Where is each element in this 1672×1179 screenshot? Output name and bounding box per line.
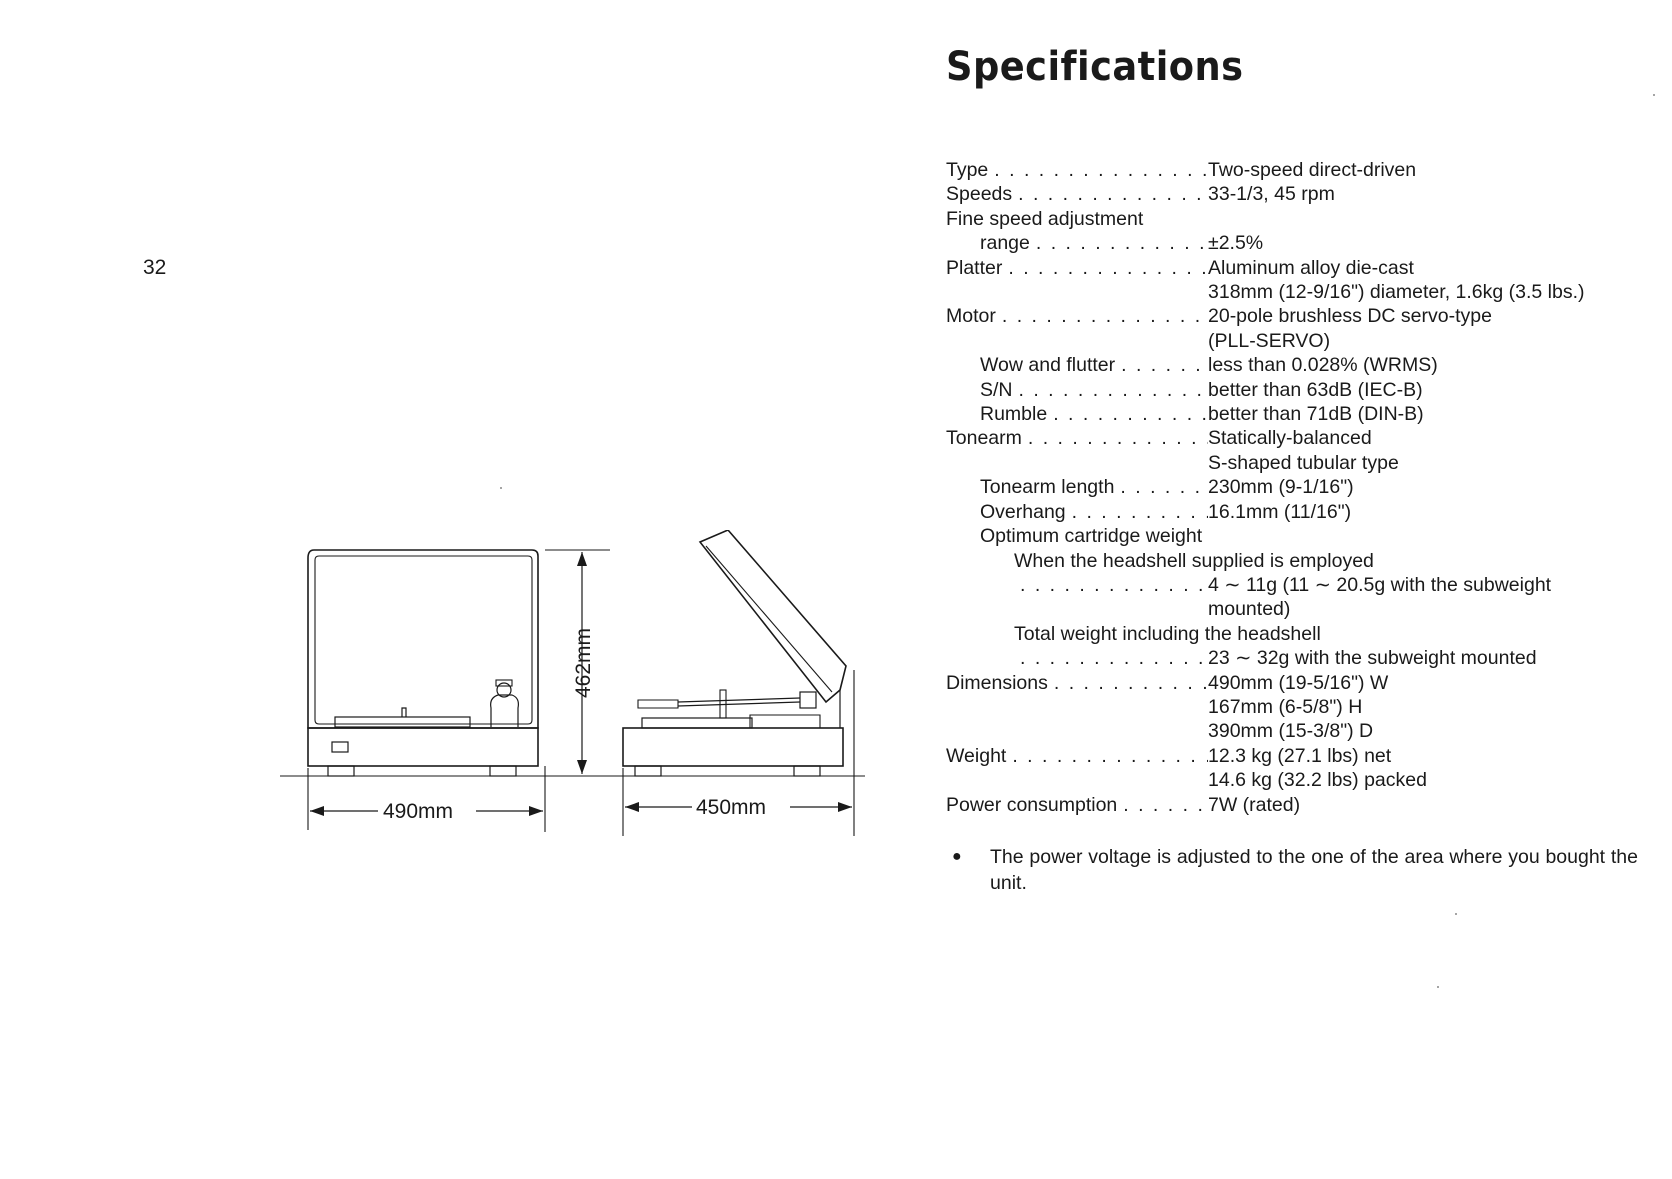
spec-label: Overhang bbox=[980, 500, 1066, 523]
spec-row bbox=[946, 573, 1646, 597]
front-foot-right bbox=[490, 766, 516, 776]
front-plinth bbox=[308, 728, 538, 766]
spec-label: S/N bbox=[980, 378, 1013, 401]
spec-value: S-shaped tubular type bbox=[1208, 451, 1399, 474]
spec-label-cell bbox=[946, 231, 1208, 255]
spec-row bbox=[946, 671, 1646, 695]
specifications-table bbox=[946, 158, 1646, 817]
spec-label-cell bbox=[946, 280, 1208, 304]
spec-label-cell bbox=[946, 573, 1208, 597]
spec-row bbox=[946, 646, 1646, 670]
leader-dots bbox=[988, 158, 1208, 182]
leader-dots bbox=[1014, 646, 1208, 670]
spec-label: range bbox=[980, 232, 1030, 255]
spec-value: 4 ∼ 11g (11 ∼ 20.5g with the subweight bbox=[1208, 573, 1552, 596]
spec-row bbox=[946, 719, 1646, 743]
front-spindle bbox=[402, 708, 406, 717]
leader-dots bbox=[1030, 231, 1208, 255]
spec-label-cell bbox=[946, 256, 1208, 280]
spec-row bbox=[946, 353, 1646, 377]
side-dust-cover-open bbox=[700, 530, 846, 702]
spec-label-cell bbox=[946, 719, 1208, 743]
spec-value: better than 63dB (IEC-B) bbox=[1208, 378, 1423, 401]
spec-row bbox=[946, 622, 1646, 646]
leader-dots bbox=[1002, 256, 1208, 280]
leader-dots bbox=[996, 304, 1208, 328]
spec-row bbox=[946, 402, 1646, 426]
spec-row bbox=[946, 549, 1646, 573]
spec-row bbox=[946, 207, 1646, 231]
spec-row bbox=[946, 695, 1646, 719]
spec-row bbox=[946, 182, 1646, 206]
spec-label-cell bbox=[946, 402, 1208, 426]
spec-label-cell bbox=[946, 426, 1208, 450]
spec-label: Optimum cartridge weight bbox=[980, 525, 1203, 548]
spec-label-cell bbox=[946, 304, 1208, 328]
bullet-icon: ● bbox=[952, 848, 962, 865]
spec-label-cell bbox=[946, 451, 1208, 475]
front-tonearm-base bbox=[491, 695, 519, 727]
spec-label: Weight bbox=[946, 744, 1007, 767]
spec-value: Statically-balanced bbox=[1208, 427, 1372, 450]
page-title: Specifications bbox=[946, 44, 1244, 90]
spec-row bbox=[946, 744, 1646, 768]
spec-row bbox=[946, 329, 1646, 353]
leader-dots bbox=[1006, 744, 1208, 768]
page-number: 32 bbox=[143, 256, 167, 279]
spec-row bbox=[946, 451, 1646, 475]
spec-row bbox=[946, 500, 1646, 524]
spec-label: Type bbox=[946, 159, 989, 181]
spec-row bbox=[946, 597, 1646, 621]
leader-dots bbox=[1066, 500, 1208, 524]
spec-value: 14.6 kg (32.2 lbs) packed bbox=[1208, 769, 1427, 792]
leader-dots bbox=[1012, 182, 1208, 206]
leader-dots bbox=[1114, 475, 1208, 499]
leader-dots bbox=[1014, 573, 1208, 597]
front-platter bbox=[335, 717, 470, 727]
spec-value: 16.1mm (11/16") bbox=[1208, 500, 1352, 523]
spec-label-cell bbox=[946, 158, 1208, 182]
spec-label-cell bbox=[946, 329, 1208, 353]
spec-row bbox=[946, 231, 1646, 255]
spec-label-cell bbox=[946, 793, 1208, 817]
spec-value: 7W (rated) bbox=[1208, 793, 1301, 816]
spec-label: Tonearm length bbox=[980, 476, 1115, 499]
spec-row bbox=[946, 378, 1646, 402]
spec-label: When the headshell supplied is employed bbox=[1014, 549, 1374, 572]
spec-label: Fine speed adjustment bbox=[946, 207, 1144, 230]
spec-label-cell bbox=[946, 671, 1208, 695]
spec-label: Rumble bbox=[980, 403, 1048, 426]
spec-label-cell bbox=[946, 646, 1208, 670]
spec-value: ±2.5% bbox=[1208, 232, 1264, 255]
leader-dots bbox=[1115, 353, 1208, 377]
spec-value: 33-1/3, 45 rpm bbox=[1208, 183, 1335, 206]
spec-label: Motor bbox=[946, 305, 996, 328]
spec-value: less than 0.028% (WRMS) bbox=[1208, 354, 1438, 377]
scan-speck bbox=[1455, 913, 1457, 915]
spec-value: 20-pole brushless DC servo-type bbox=[1208, 305, 1492, 328]
side-plinth bbox=[623, 728, 843, 766]
spec-value: 318mm (12-9/16") diameter, 1.6kg (3.5 lbs.) bbox=[1208, 281, 1585, 304]
width-dimension-label: 490mm bbox=[383, 800, 454, 823]
spec-row bbox=[946, 280, 1646, 304]
front-dust-cover bbox=[308, 550, 538, 728]
leader-dots bbox=[1013, 378, 1208, 402]
spec-value: 167mm (6-5/8") H bbox=[1208, 695, 1363, 718]
scan-speck bbox=[1437, 986, 1439, 988]
spec-label-cell bbox=[946, 597, 1208, 621]
spec-label-cell bbox=[946, 378, 1208, 402]
leader-dots bbox=[1022, 426, 1208, 450]
spec-value: 12.3 kg (27.1 lbs) net bbox=[1208, 744, 1392, 767]
spec-value: better than 71dB (DIN-B) bbox=[1208, 403, 1424, 426]
spec-value: (PLL-SERVO) bbox=[1208, 329, 1331, 352]
spec-value: 490mm (19-5/16") W bbox=[1208, 671, 1389, 694]
spec-row bbox=[946, 475, 1646, 499]
spec-row bbox=[946, 304, 1646, 328]
spec-row bbox=[946, 256, 1646, 280]
front-dust-cover-inner bbox=[315, 556, 532, 724]
spec-label: Speeds bbox=[946, 183, 1013, 206]
spec-value: Two-speed direct-driven bbox=[1208, 159, 1417, 181]
turntable-dimension-drawing bbox=[280, 530, 880, 840]
spec-row bbox=[946, 793, 1646, 817]
spec-label-cell bbox=[946, 695, 1208, 719]
spec-value: 230mm (9-1/16") bbox=[1208, 476, 1354, 499]
leader-dots bbox=[1047, 402, 1208, 426]
height-dimension-label: 462mm bbox=[572, 627, 595, 698]
spec-label-cell bbox=[946, 182, 1208, 206]
depth-dimension-label: 450mm bbox=[696, 796, 767, 819]
front-foot-left bbox=[328, 766, 354, 776]
spec-label: Wow and flutter bbox=[980, 354, 1116, 377]
spec-label: Total weight including the headshell bbox=[1014, 622, 1321, 645]
spec-label-cell bbox=[946, 475, 1208, 499]
spec-label: Platter bbox=[946, 256, 1003, 279]
spec-value: 390mm (15-3/8") D bbox=[1208, 720, 1374, 743]
front-switch bbox=[332, 742, 348, 752]
spec-value: 23 ∼ 32g with the subweight mounted bbox=[1208, 647, 1537, 670]
spec-row bbox=[946, 524, 1646, 548]
note-text: The power voltage is adjusted to the one of the area where you bought the unit. bbox=[990, 846, 1638, 894]
spec-label: Tonearm bbox=[946, 427, 1022, 450]
spec-value: mounted) bbox=[1208, 598, 1291, 621]
leader-dots bbox=[1117, 793, 1208, 817]
spec-value: Aluminum alloy die-cast bbox=[1208, 256, 1414, 279]
scan-speck bbox=[500, 487, 502, 489]
spec-row bbox=[946, 426, 1646, 450]
spec-label-cell bbox=[946, 500, 1208, 524]
spec-row bbox=[946, 768, 1646, 792]
spec-row bbox=[946, 158, 1646, 182]
spec-label-cell bbox=[946, 768, 1208, 792]
power-voltage-note bbox=[946, 844, 1638, 896]
spec-label-cell bbox=[946, 744, 1208, 768]
scan-speck bbox=[1653, 94, 1655, 96]
spec-label-cell bbox=[946, 353, 1208, 377]
spec-label: Power consumption bbox=[946, 793, 1118, 816]
spec-label: Dimensions bbox=[946, 671, 1048, 694]
leader-dots bbox=[1048, 671, 1208, 695]
